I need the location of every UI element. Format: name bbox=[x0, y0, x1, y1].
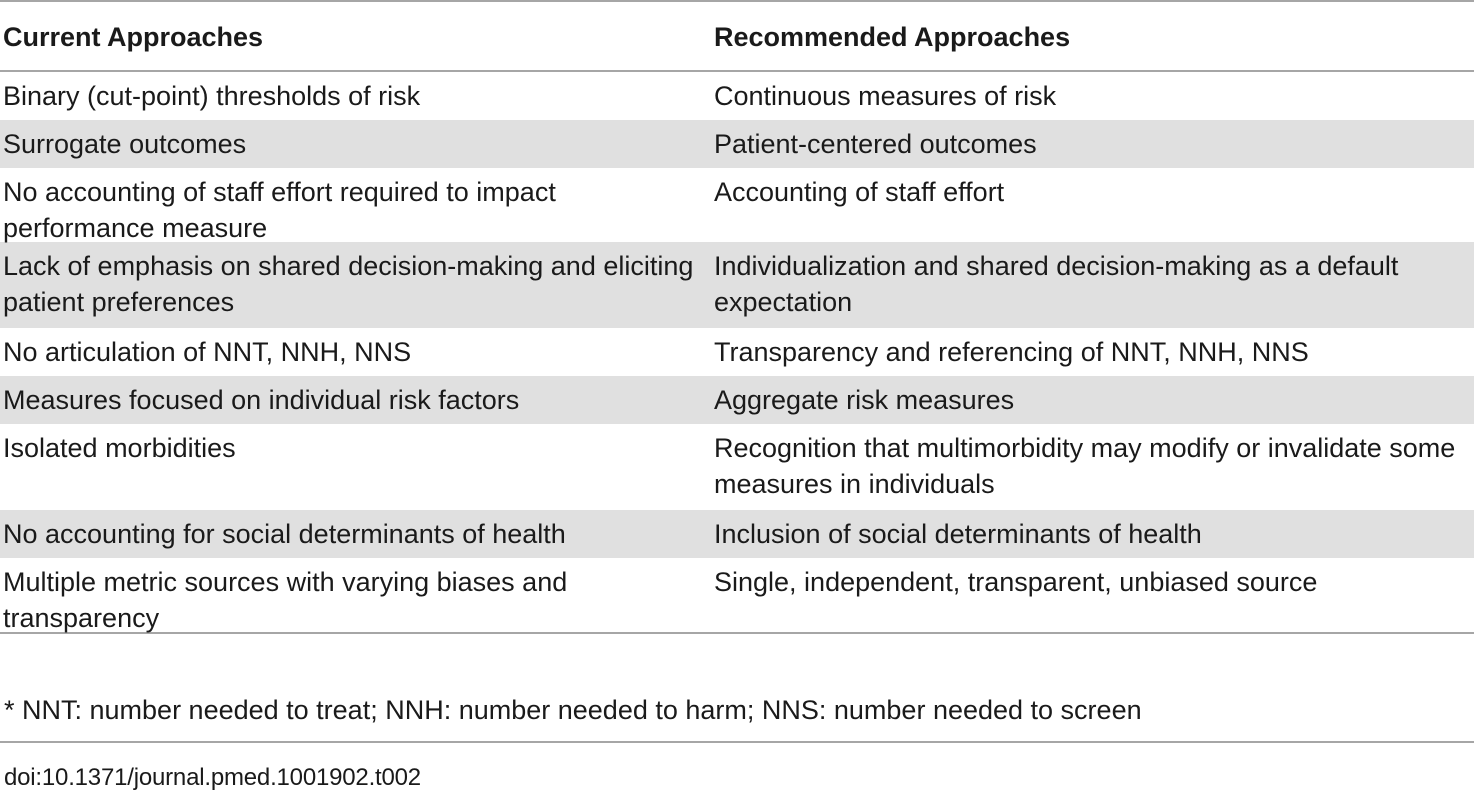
doi-text: doi:10.1371/journal.pmed.1001902.t002 bbox=[4, 764, 421, 791]
cell-current-approach: Measures focused on individual risk factors bbox=[3, 385, 520, 415]
cell-current-approach: Multiple metric sources with varying biases and transparency bbox=[3, 567, 568, 633]
table-row bbox=[0, 328, 1474, 376]
cell-current-approach: No accounting of staff effort required to impact performance measure bbox=[3, 177, 556, 243]
cell-recommended-approach: Transparency and referencing of NNT, NNH, NNS bbox=[714, 337, 1309, 367]
cell-current-approach: Binary (cut-point) thresholds of risk bbox=[3, 81, 421, 111]
table-row bbox=[0, 376, 1474, 424]
header-current-approaches: Current Approaches bbox=[3, 21, 264, 52]
table-header-row bbox=[0, 2, 1474, 70]
table-footnote: * NNT: number needed to treat; NNH: number needed to harm; NNS: number needed to screen bbox=[4, 695, 1142, 725]
cell-current-approach: Surrogate outcomes bbox=[3, 129, 247, 159]
table-body bbox=[0, 72, 1474, 632]
cell-recommended-approach: Aggregate risk measures bbox=[714, 385, 1015, 415]
table-bottom-rule bbox=[0, 632, 1474, 634]
cell-recommended-approach: Patient-centered outcomes bbox=[714, 129, 1037, 159]
cell-recommended-approach: Continuous measures of risk bbox=[714, 81, 1057, 111]
table-row bbox=[0, 424, 1474, 510]
cell-recommended-approach: Inclusion of social determinants of health bbox=[714, 519, 1202, 549]
cell-recommended-approach: Recognition that multimorbidity may modify or invalidate some measures in individuals bbox=[714, 433, 1456, 499]
table-row bbox=[0, 120, 1474, 168]
footnote-rule bbox=[0, 741, 1474, 743]
table-row bbox=[0, 510, 1474, 558]
table-row bbox=[0, 72, 1474, 120]
table-row bbox=[0, 168, 1474, 242]
table-row bbox=[0, 242, 1474, 328]
table-row bbox=[0, 558, 1474, 632]
cell-current-approach: Isolated morbidities bbox=[3, 433, 236, 463]
cell-recommended-approach: Accounting of staff effort bbox=[714, 177, 1005, 207]
cell-current-approach: No articulation of NNT, NNH, NNS bbox=[3, 337, 412, 367]
header-recommended-approaches: Recommended Approaches bbox=[714, 21, 1071, 52]
cell-current-approach: No accounting for social determinants of health bbox=[3, 519, 566, 549]
cell-recommended-approach: Single, independent, transparent, unbiased source bbox=[714, 567, 1318, 597]
cell-recommended-approach: Individualization and shared decision-making as a default expectation bbox=[714, 251, 1399, 317]
cell-current-approach: Lack of emphasis on shared decision-making and eliciting patient preferences bbox=[3, 251, 694, 317]
